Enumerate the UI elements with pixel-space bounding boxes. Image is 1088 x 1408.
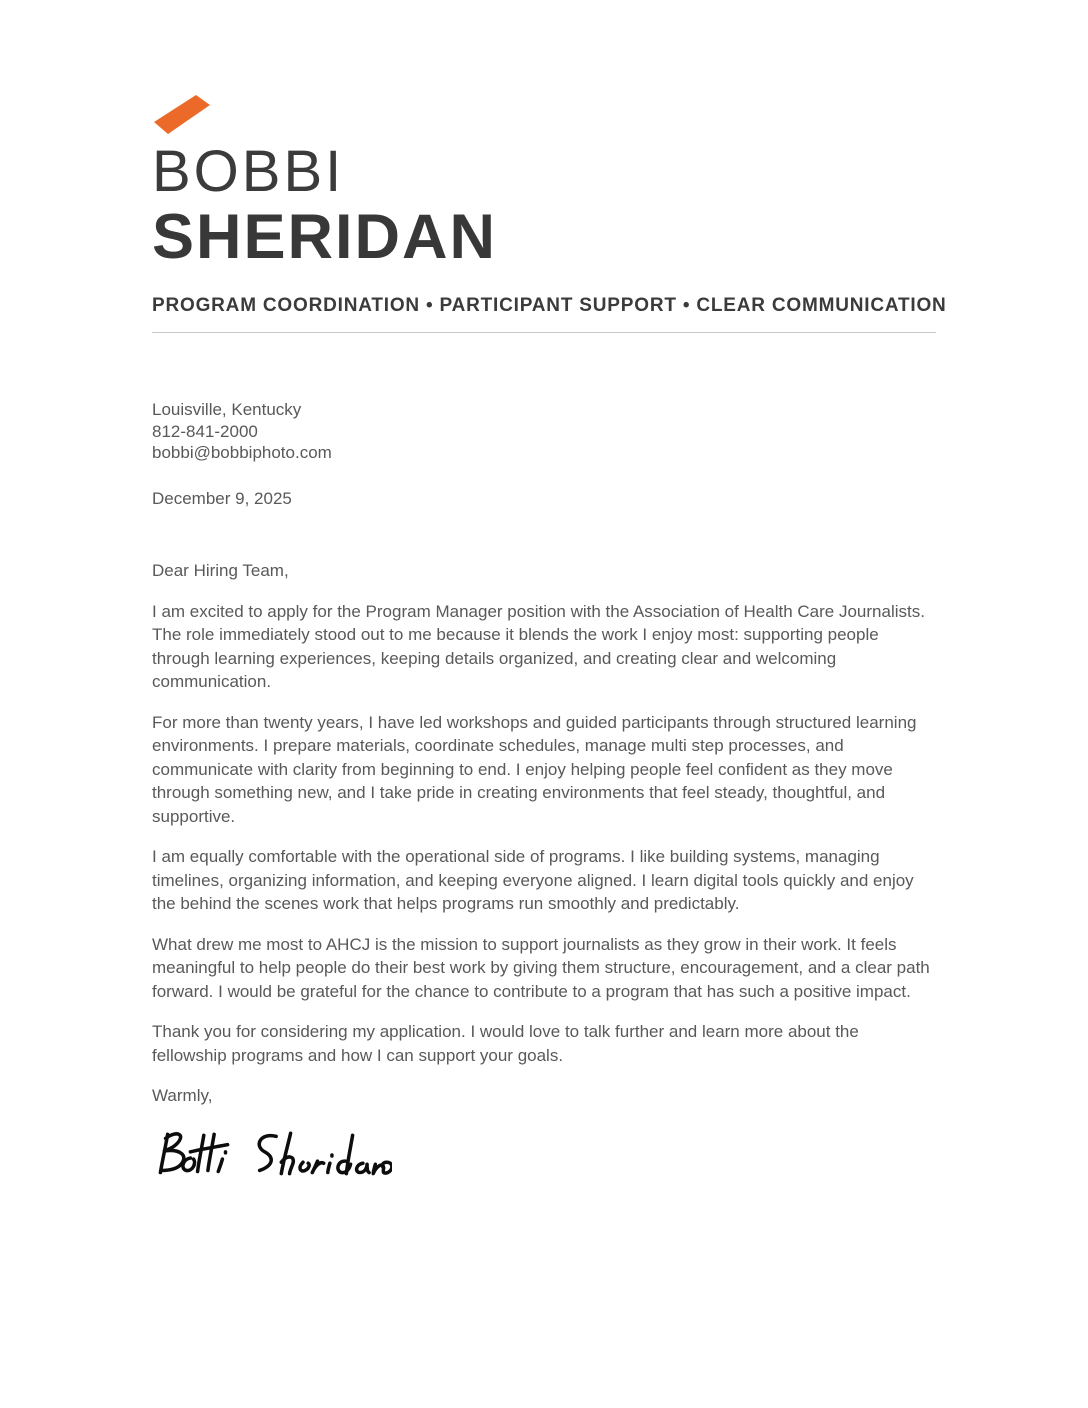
brand-slash-icon [152, 94, 210, 139]
contact-block [152, 399, 936, 464]
signature-stroke [183, 1158, 195, 1170]
last-name: SHERIDAN [152, 202, 498, 272]
tagline: PROGRAM COORDINATION • PARTICIPANT SUPPORT • CLEAR COMMUNICATION [152, 295, 947, 316]
closing: Warmly, [152, 1086, 213, 1105]
paragraph-1: I am excited to apply for the Program Manager position with the Association of Health Care Journalists. The role immediately stood out to me because it blends the work I enjoy most: supporting people through learning experiences, keeping details organized, and creating clear and welcoming communication. [152, 601, 925, 691]
signature-stroke [312, 1161, 323, 1172]
salutation: Dear Hiring Team, [152, 561, 289, 580]
letterhead [152, 94, 947, 333]
signature-stroke [281, 1133, 290, 1173]
first-name: BOBBI [152, 139, 345, 204]
signature-stroke [373, 1162, 392, 1173]
brand-slash-shape [154, 95, 210, 134]
paragraph-5: Thank you for considering my application. I would love to talk further and learn more about the fellowship programs and how I can support your goals. [152, 1022, 859, 1065]
signature-stroke [208, 1134, 214, 1170]
contact-email: bobbi@bobbiphoto.com [152, 443, 332, 462]
signature-stroke [198, 1135, 204, 1171]
signature-stroke [218, 1159, 222, 1171]
letter-body [152, 399, 936, 1187]
letter-date: December 9, 2025 [152, 488, 292, 508]
signature-stroke [357, 1163, 370, 1172]
signature-stroke [259, 1135, 276, 1170]
signature-stroke [190, 1144, 227, 1151]
signature-stroke [160, 1134, 167, 1172]
signature-stroke [300, 1162, 309, 1171]
letterhead-divider [152, 332, 936, 333]
paragraph-3: I am equally comfortable with the operational side of programs. I like building systems, managing timelines, organizing information, and keeping everyone aligned. I learn digital tools quickly and enjoy the behind the scenes work that helps programs run smoothly and predictably. [152, 847, 914, 913]
handwritten-signature [152, 1125, 392, 1187]
contact-phone: 812-841-2000 [152, 421, 258, 441]
paragraph-4: What drew me most to AHCJ is the mission to support journalists as they grow in their work. It feels meaningful to help people do their best work by giving them structure, encouragement, and a clear path forward. I would be grateful for the chance to contribute to a program that has such a positive impact. [152, 934, 930, 1001]
signature-stroke [328, 1163, 330, 1172]
signature-stroke [161, 1133, 183, 1170]
contact-location: Louisville, Kentucky [152, 400, 302, 419]
paragraph-2: For more than twenty years, I have led workshops and guided participants through structured learning environments. I prepare materials, coordinate schedules, manage multi step processes, and communicate with clarity from beginning to end. I enjoy helping people feel confident as they move through something new, and I take pride in creating environments that feel steady, thoughtful, and supportive. [152, 712, 917, 826]
